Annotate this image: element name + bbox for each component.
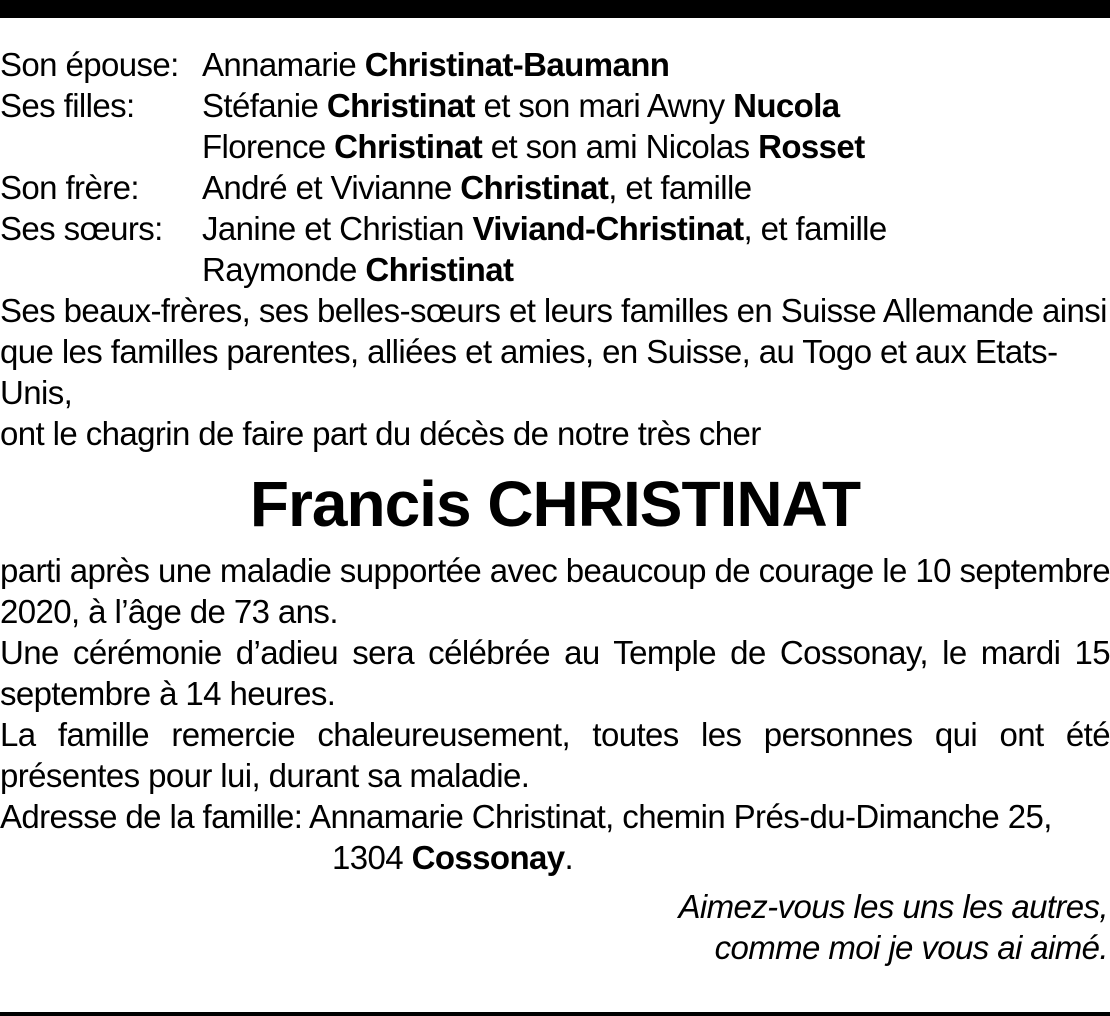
daughter-line: Stéfanie Christinat et son mari Awny Nucola	[202, 87, 840, 124]
obituary-notice	[0, 44, 1110, 968]
quote-line: comme moi je vous ai aimé.	[714, 929, 1108, 966]
quote-line: Aimez-vous les uns les autres,	[678, 888, 1108, 925]
relatives-paragraph: Ses beaux-frères, ses belles-sœurs et leurs familles en Suisse Allemande ainsi que les familles parentes, alliées et amies, en Suisse, au Togo et aux Etats-Unis,	[0, 292, 1107, 411]
sister-line: Janine et Christian Viviand-Christinat, et famille	[202, 210, 887, 247]
closing-quote	[0, 886, 1110, 968]
brother-role: Son frère:	[0, 169, 139, 206]
family-address: Adresse de la famille: Annamarie Christinat, chemin Prés-du-Dimanche 25,	[0, 798, 1052, 835]
daughters-names	[202, 85, 1110, 167]
family-address-city: 1304 Cossonay.	[332, 839, 574, 876]
passing-paragraph: parti après une maladie supportée avec beaucoup de courage le 10 septembre 2020, à l’âge de 73 ans.	[0, 552, 1110, 630]
spouse-role: Son épouse:	[0, 46, 179, 83]
family-list	[0, 44, 1110, 290]
spouse-name: Annamarie Christinat-Baumann	[202, 46, 670, 83]
sister-line: Raymonde Christinat	[202, 251, 514, 288]
ceremony-paragraph: Une cérémonie d’adieu sera célébrée au Temple de Cossonay, le mardi 15 septembre à 14 heures.	[0, 634, 1110, 712]
thanks-paragraph: La famille remercie chaleureusement, toutes les personnes qui ont été présentes pour lui, durant sa maladie.	[0, 716, 1110, 794]
sisters-names	[202, 208, 1110, 290]
daughter-line: Florence Christinat et son ami Nicolas Rosset	[202, 128, 865, 165]
top-rule	[0, 0, 1110, 18]
deceased-name: Francis CHRISTINAT	[249, 468, 861, 540]
bottom-rule	[0, 1012, 1110, 1016]
brother-names: André et Vivianne Christinat, et famille	[202, 169, 752, 206]
daughters-role: Ses filles:	[0, 87, 135, 124]
sisters-role: Ses sœurs:	[0, 210, 163, 247]
announcement-line: ont le chagrin de faire part du décès de notre très cher	[0, 415, 761, 452]
